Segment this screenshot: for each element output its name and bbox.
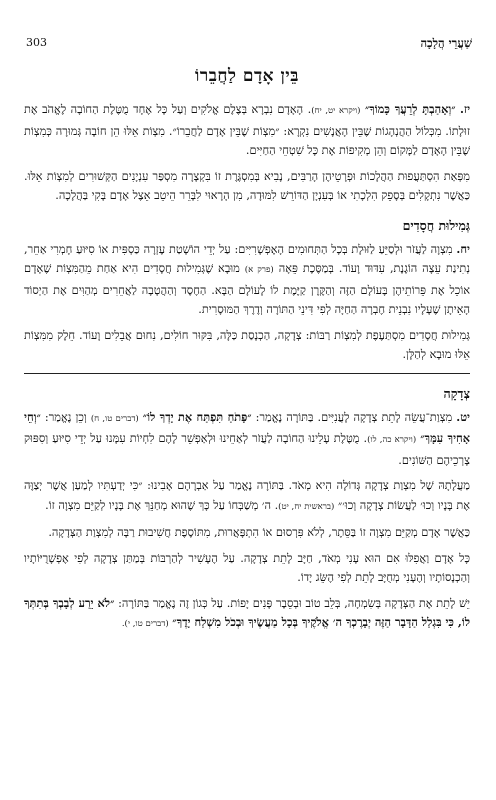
paragraph-text: כַּאֲשֶׁר אָדָם מְקַיֵּם מִצְוָה זוֹ בַּסֵּתֶר, לְלֹא פִּרְסוּם אוֹ הִתְפָּאֲרוּת, מִתּוֹסֶפֶת חֲשִׁיבוּת רַבָּה לְמִצְוַת הַצְּדָקָה. [48, 526, 470, 539]
verse-reference: (בראשית יח, יט) [278, 501, 335, 512]
paragraph-text: מִצְוַת־עֲשֵׂה לָתֵת צְדָקָה לָעֲנִיִּים. בַּתּוֹרָה נֶאֱמַר: [255, 410, 453, 424]
verse-reference: (ויקרא יט, יח) [311, 106, 361, 116]
paragraph-number: יח. [456, 241, 470, 256]
verse-reference: (דברים טו, י). [121, 619, 169, 629]
paragraph-text: גְּמִילוּת חֲסָדִים מִסְתַּעֶפֶת לְמִצְוֹת רַבּוֹת: צְדָקָה, הַכְנָסַת כַּלָּה, בִּקּוּר חוֹלִים, נִחוּם אֲבֵלִים וָעוֹד. חֵלֶק מִמִּצְוֹת אֵלּוּ מוּבָא לְהַלָּן. [24, 328, 470, 361]
verse-quote: ״פָּתֹחַ תִּפְתַּח אֶת יָדְךָ לוֹ״ [142, 409, 252, 424]
paragraph-text-continued: . ה׳ מְשַׁבְּחוֹ עַל כָּךְ שֶׁהוּא מְחַנֵּךְ אֶת בָּנָיו לְקַיֵּם מִצְוָה זוֹ. [45, 498, 279, 512]
paragraph-tzedaka-5 [24, 594, 470, 635]
paragraph-text: מַעֲלָתָהּ שֶׁל מִצְוַת צְדָקָה גְּדוֹלָה הִיא מְאֹד. בַּתּוֹרָה נֶאֱמַר עַל אַבְרָהָם אָבִינוּ: ״כִּי יְדַעְתִּיו לְמַעַן אֲשֶׁר יְצַוֶּה אֶת בָּנָיו וְכוּ׳ לַעֲשׂוֹת צְדָקָה וְכוּ׳״ [24, 479, 470, 512]
section-divider [24, 373, 470, 374]
source-reference: (פרק א) [244, 265, 274, 275]
verse-quote: ״לֹא יֵרַע לְבָבְךָ בְּתִתְּךָ לוֹ, כִּי בִּגְלַל הַדָּבָר הַזֶּה יְבָרֶכְךָ ה׳ אֱלֹקֶיךָ בְּכָל מַעֲשֶׂיךָ וּבְכֹל מִשְׁלַח יָדֶךָ״ [24, 595, 470, 629]
paragraph-tzedaka-2 [24, 476, 470, 517]
paragraph-tzedaka-4 [24, 549, 470, 588]
verse-quote: ״וְאָהַבְתָּ לְרֵעֲךָ כָּמוֹךָ״ [364, 102, 456, 116]
paragraph-text: . הָאָדָם נִבְרָא בְּצֶלֶם אֱלֹקִים וְעַל כָּל אֶחָד מֻטֶּלֶת הַחוֹבָה לֶאֱהֹב אֶת זוּלָתוֹ. מִכְּלוֹל הַהֲנְהָגוֹת שֶׁבֵּין הָאֲנָשִׁים נִקְרָא: ״מִצְוֹת שֶׁבֵּין אָדָם לַחֲבֵרוֹ״. מִצְוֹת אֵלּוּ הֵן חוֹבָה גְּמוּרָה כְּמִצְוֹת שֶׁבֵּין הָאָדָם לַמָּקוֹם וְהֵן מְקִיפוֹת אֶת כָּל שִׁטְחֵי הַחַיִּים. [24, 103, 470, 157]
paragraph-text: מִפְּאַת הִסְתַּעֲפוּת הַהֲלָכוֹת וּפְרָטֵיהֶן הָרַבִּים, נָבִיא בְּמִסְגֶּרֶת זוֹ בִּקְצָרָה מִסְפַּר עִנְיָנִים הַקְּשׁוּרִים לְמִצְוֹת אֵלּוּ. כַּאֲשֶׁר נִתְקָלִים בְּסָפֵק הִלְכָתִי אוֹ בְּעִנְיָן הַדּוֹרֵשׁ לִמּוּדָה, מִן הָרָאוּי לִבָּרֵר הֵיטֵב אֵצֶל אָדָם בָּקִי בַּהֲלָכָה. [24, 169, 470, 202]
paragraph-text: כָּל אָדָם וַאֲפִלּוּ אִם הוּא עָנִי מְאֹד, חַיָּב לָתֵת צְדָקָה. עַל הֶעָשִׁיר לְהַרְבּוֹת בְּמַתַּן צְדָקָה לְפִי אֶפְשָׁרֻיּוֹתָיו וְהַכְנָסוֹתָיו וְהֶעָנִי מְחֻיָּב לָתֵת לְפִי הֶשֵּׂג יָדוֹ. [24, 551, 470, 584]
paragraph-tzedaka-3 [24, 523, 470, 543]
paragraph-gemilut-2 [24, 326, 470, 365]
section-heading-tzedaka: צְדָקָה [443, 385, 470, 401]
verse-reference: (ויקרא כה, לו) [367, 435, 417, 445]
paragraph-text: יֵשׁ לָתֵת אֶת הַצְּדָקָה בְּשִׂמְחָה, בְּלֵב טוֹב וּבְסֵבֶר פָּנִים יָפוֹת. עַל כְּגוֹן זֶה נֶאֱמַר בַּתּוֹרָה: [118, 596, 471, 610]
paragraph-number: יט. [456, 409, 470, 424]
page-content [24, 66, 470, 641]
section-heading-gemilut: גְּמִילוּת חֲסָדִים [402, 217, 470, 233]
verse-quote: ״וְחֵי אָחִיךָ עִמָּךְ״ [24, 409, 470, 445]
paragraph-text: וְכֵן נֶאֱמַר: [44, 410, 87, 424]
paragraph-text-continued: מוּבָא שֶׁגְּמִילוּת חֲסָדִים הִיא אַחַת מֵהַמִּצְוֹת שֶׁאָדָם אוֹכֵל אֶת פֵּרוֹתֵיהֶן בָּעוֹלָם הַזֶּה וְהַקֶּרֶן קַיֶּמֶת לוֹ לָעוֹלָם הַבָּא. הַחֶסֶד וְהַהֲטָבָה לַאֲחֵרִים מְהַוִּים אֶת הַיְסוֹד הָאֵיתָן שֶׁעָלָיו נִבְנֵית חֶבְרָה הַחַיָּה לְפִי דִּינֵי הַתּוֹרָה וְדֶרֶךְ הַמּוּסָרִית. [24, 262, 470, 316]
paragraph-text: . מֻטֶּלֶת עָלֵינוּ הַחוֹבָה לַעֲזֹר לְאַחֵינוּ וּלְאַפְשֵׁר לָהֶם לִחְיוֹת עִמָּנוּ עַל יְדֵי סִיּוּעַ וְסִפּוּק צָרְכֵיהֶם הַשּׁוֹנִים. [24, 432, 470, 467]
paragraph-17 [24, 100, 470, 161]
paragraph-18 [24, 240, 470, 320]
paragraph-text: מִצְוָה לַעֲזֹר וּלְסַיֵּעַ לַזּוּלָת בְּכָל הַתְּחוּמִים הָאֶפְשָׁרִיִּים: עַל יְדֵי הוֹשָׁטַת עֶזְרָה כַּסְפִּית אוֹ סִיּוּעַ חָמְרִי אַחֵר, נְתִינַת עֵצָה הוֹגֶנֶת, עִדּוּד וָעוֹד. בְּמַסֶּכֶת פֵּאָה [24, 242, 470, 275]
page-number: 303 [26, 36, 47, 49]
chapter-title: בֵּין אָדָם לַחֲבֵרוֹ [195, 66, 299, 86]
verse-reference: (דברים טו, ח) [90, 413, 139, 424]
paragraph-intro-2 [24, 167, 470, 206]
running-header [26, 36, 472, 52]
book-title: שַׁעֲרֵי הֲלָכָה [420, 36, 472, 50]
paragraph-number: יז. [459, 102, 471, 116]
paragraph-19 [24, 408, 470, 471]
